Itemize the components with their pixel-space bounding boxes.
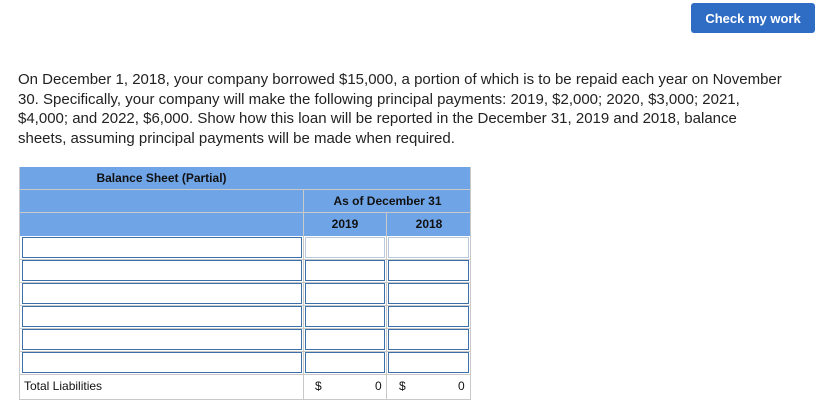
amount-2019-input[interactable]: [305, 329, 385, 350]
problem-statement: [18, 70, 815, 148]
account-name-input[interactable]: [22, 352, 302, 373]
account-name-input[interactable]: [22, 237, 302, 258]
grid-line: [19, 167, 20, 400]
problem-line: On December 1, 2018, your company borrowed $15,000, a portion of which is to be repaid each year on November: [18, 71, 782, 88]
as-of-header: As of December 31: [333, 194, 442, 208]
account-name-input[interactable]: [22, 260, 302, 281]
amount-2018-input[interactable]: [388, 352, 469, 373]
total-2018-currency: $: [399, 379, 406, 393]
grid-line: [386, 212, 387, 236]
problem-line: $4,000; and 2022, $6,000. Show how this loan will be reported in the December 31, 2019 and 2018, balance: [18, 110, 737, 127]
year-2018-header: 2018: [415, 217, 443, 231]
problem-line: sheets, assuming principal payments will be made when required.: [18, 129, 455, 147]
total-liabilities-label: Total Liabilities: [24, 379, 103, 393]
amount-2018-input[interactable]: [388, 237, 469, 258]
amount-2019-input[interactable]: [305, 283, 385, 304]
year-2019-header: 2019: [331, 217, 359, 231]
total-2018-value: 0: [458, 379, 465, 393]
grid-line: [19, 212, 471, 213]
grid-line: [303, 189, 304, 236]
check-my-work-button[interactable]: Check my work: [691, 3, 815, 33]
amount-2018-input[interactable]: [388, 329, 469, 350]
amount-2019-input[interactable]: [305, 352, 385, 373]
account-name-input[interactable]: [22, 329, 302, 350]
account-name-input[interactable]: [22, 306, 302, 327]
total-2019-value: 0: [375, 379, 382, 393]
amount-2019-input[interactable]: [305, 306, 385, 327]
amount-2019-input[interactable]: [305, 237, 385, 258]
account-name-input[interactable]: [22, 283, 302, 304]
table-header: [19, 167, 471, 236]
grid-line: [386, 236, 387, 400]
amount-2018-input[interactable]: [388, 260, 469, 281]
amount-2018-input[interactable]: [388, 306, 469, 327]
grid-line: [470, 167, 471, 400]
grid-line: [303, 236, 304, 400]
grid-line: [19, 189, 471, 190]
amount-2018-input[interactable]: [388, 283, 469, 304]
amount-2019-input[interactable]: [305, 260, 385, 281]
grid-line: [19, 399, 471, 400]
problem-line: 30. Specifically, your company will make the following principal payments: 2019, $2,000; 2020, $3,000; 2021,: [18, 90, 740, 108]
table-title: Balance Sheet (Partial): [96, 171, 227, 185]
total-2019-currency: $: [315, 379, 322, 393]
